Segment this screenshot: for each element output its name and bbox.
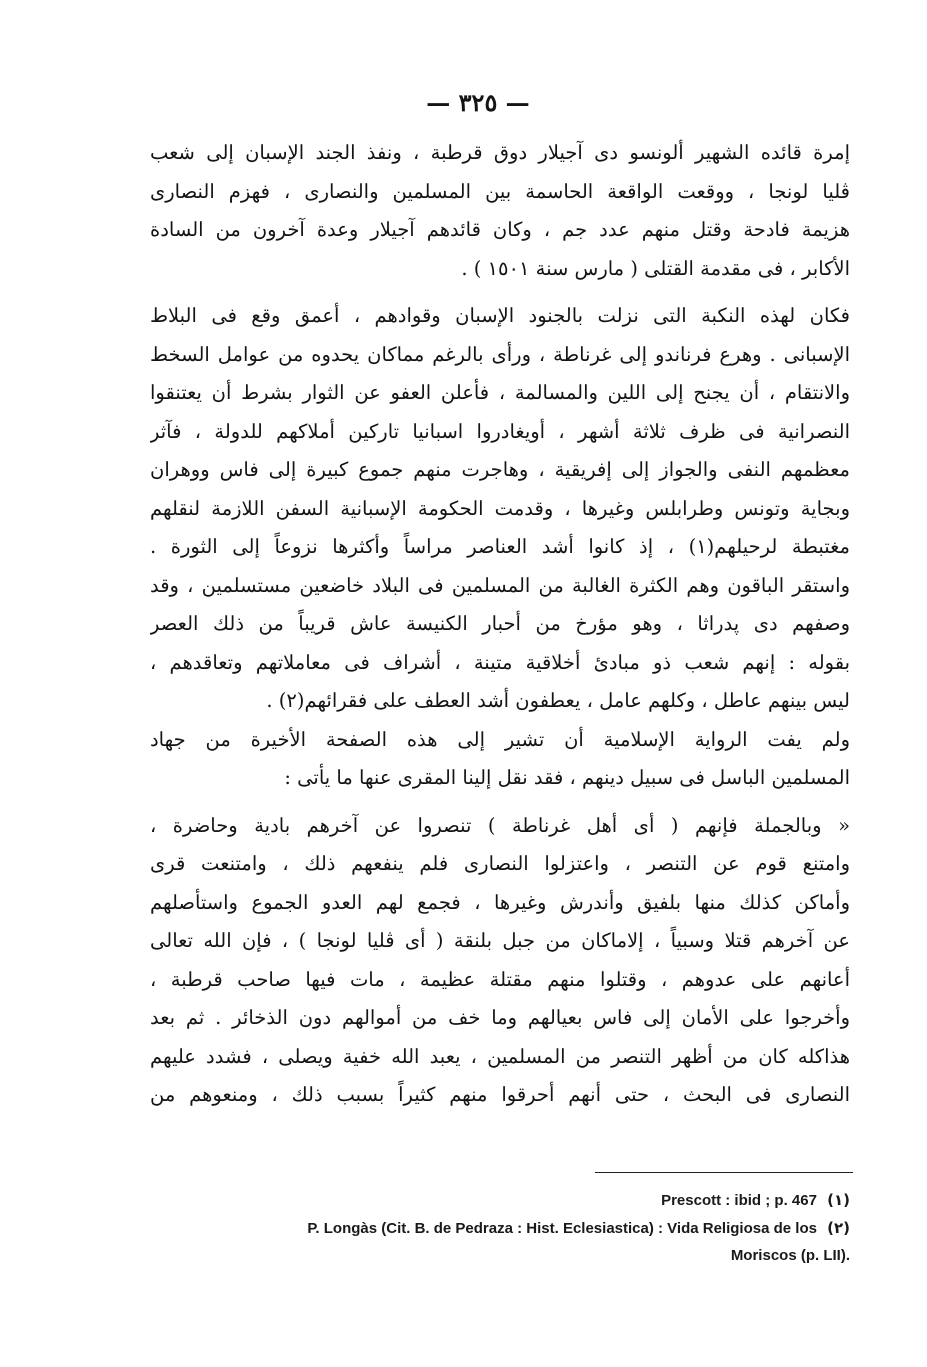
footnote-text: P. Longàs (Cit. B. de Pedraza : Hist. Eclesiastica) : Vida Religiosa de los — [307, 1220, 817, 1237]
text-line: وامتنع قوم عن التنصر ، واعتزلوا النصارى فلم ينفعهم ذلك ، وامتنعت قرى — [150, 852, 850, 875]
text-line: المسلمين الباسل فى سبيل دينهم ، فقد نقل إلينا المقرى عنها ما يأتى : — [284, 766, 850, 789]
text-line: معظمهم النفى والجواز إلى إفريقية ، وهاجرت منهم جموع كبيرة إلى فاس ووهران — [150, 458, 850, 481]
text-line: هزيمة فادحة وقتل منهم عدد جم ، وكان قائدهم آجيلار وعدة آخرون من السادة — [150, 218, 850, 241]
text-line: الأكابر ، فى مقدمة القتلى ( مارس سنة ١٥٠١ ) . — [461, 256, 850, 280]
main-text — [150, 134, 850, 1115]
text-line: ولم يفت الرواية الإسلامية أن تشير إلى هذه الصفحة الأخيرة من جهاد — [150, 727, 850, 751]
text-line: عن آخرهم قتلا وسبياً ، إلاماكان من جبل بلنقة ( أى ڤليا لونجا ) ، فإن الله تعالى — [150, 929, 850, 952]
footnote-2-continued — [150, 1242, 850, 1270]
footnote-1 — [150, 1186, 850, 1214]
text-line: فكان لهذه النكبة التى نزلت بالجنود الإسبان وقوادهم ، أعمق وقع فى البلاط — [150, 304, 850, 327]
text-line: إمرة قائده الشهير ألونسو دى آجيلار دوق قرطبة ، ونفذ الجند الإسبان إلى شعب — [150, 141, 850, 164]
footnote-text: Moriscos (p. LII). — [730, 1247, 850, 1264]
text-line: الإسبانى . وهرع فرناندو إلى غرناطة ، ورأى بالرغم مماكان يحدوه من عوامل السخط — [150, 342, 850, 366]
text-line: وصفهم دى پدراثا ، وهو مؤرخ من أحبار الكنيسة عاش قريباً من ذلك العصر — [150, 612, 850, 635]
text-line: واستقر الباقون وهم الكثرة الغالبة من المسلمين فى البلاد خاضعين مستسلمين ، وقد — [150, 573, 850, 597]
footnotes — [150, 1186, 850, 1270]
footnote-marker: (١) — [827, 1191, 850, 1209]
text-line: والانتقام ، أن يجنح إلى اللين والمسالمة ، فأعلن العفو عن الثوار بشرط أن يعتنقوا — [150, 381, 850, 404]
footnote-text: Prescott : ibid ; p. 467 — [661, 1192, 817, 1209]
text-line: وأماكن كذلك منها بلفيق وأندرش وغيرها ، فجمع لهم العدو الجموع واستأصلهم — [150, 890, 850, 914]
text-line: ڤليا لونجا ، ووقعت الواقعة الحاسمة بين المسلمين والنصارى ، فهزم النصارى — [150, 179, 850, 203]
page-number: — ٣٢٥ — — [426, 88, 530, 117]
text-line: هذاكله كان من أظهر التنصر من المسلمين ، يعبد الله خفية ويصلى ، فشدد عليهم — [150, 1044, 850, 1068]
paragraph-gap — [150, 798, 850, 807]
text-line: وبجاية وتونس وطرابلس وغيرها ، وقدمت الحكومة الإسبانية السفن اللازمة لنقلهم — [150, 496, 850, 520]
text-line: أعانهم على عدوهم ، وقتلوا منهم مقتلة عظيمة ، مات فيها صاحب قرطبة ، — [150, 967, 850, 991]
footnote-2 — [150, 1214, 850, 1242]
text-line: ليس بينهم عاطل ، وكلهم عامل ، يعطفون أشد العطف على فقرائهم(٢) . — [266, 689, 850, 712]
text-line: النصرانية فى ظرف ثلاثة أشهر ، أويغادروا اسبانيا تاركين أملاكهم للدولة ، فآثر — [150, 419, 850, 443]
footnote-marker: (٢) — [827, 1219, 850, 1237]
text-line: وأخرجوا على الأمان إلى فاس بعيالهم وما خف من أموالهم دون الذخائر . ثم بعد — [150, 1006, 850, 1029]
text-line: مغتبطة لرحيلهم(١) ، إذ كانوا أشد العناصر مراساً وأكثرها نزوعاً إلى الثورة . — [150, 535, 850, 558]
text-line: بقوله : إنهم شعب ذو مبادئ أخلاقية متينة ، أشراف فى معاملاتهم وتعاقدهم ، — [150, 650, 850, 674]
text-line: « وبالجملة فإنهم ( أى أهل غرناطة ) تنصروا عن آخرهم بادية وحاضرة ، — [150, 813, 850, 837]
paragraph-gap — [150, 288, 850, 297]
text-line: النصارى فى البحث ، حتى أنهم أحرقوا منهم كثيراً بسبب ذلك ، ومنعوهم من — [150, 1083, 850, 1106]
footnote-separator — [595, 1172, 853, 1173]
